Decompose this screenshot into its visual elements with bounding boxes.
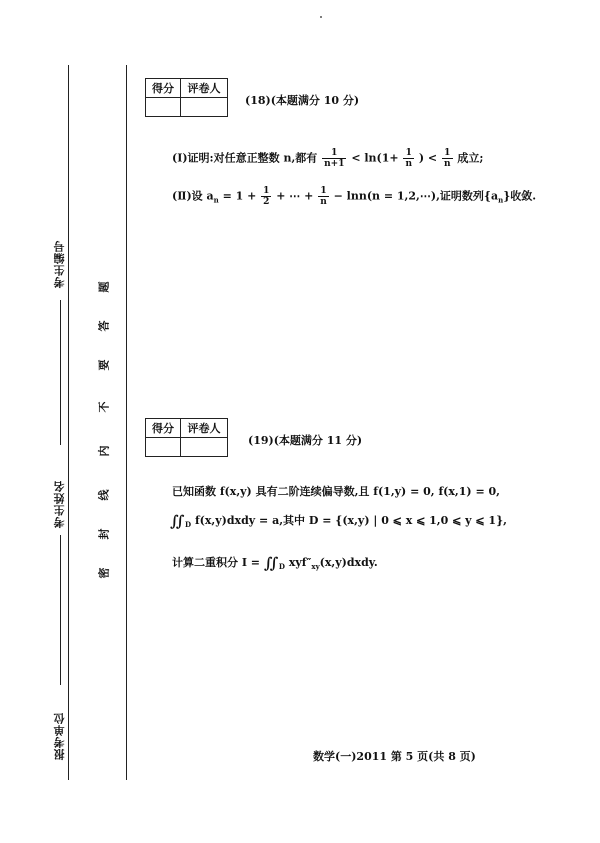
q18-part2-eq: = 1 + bbox=[218, 189, 257, 203]
q19-line1: 已知函数 f(x,y) 具有二阶连续偏导数,且 f(1,y) = 0, f(x,1) = 0, bbox=[172, 485, 500, 498]
q18-part1-suffix: 成立; bbox=[457, 151, 484, 165]
q19-score-box bbox=[145, 418, 228, 457]
q18-part2-frac2: $\frac{1}{n}$ bbox=[320, 186, 327, 207]
unit-label: 报考单位 bbox=[53, 712, 66, 760]
q19-line3-end: (x,y)dxdy. bbox=[319, 556, 378, 569]
q19-grader-label: 评卷人 bbox=[181, 419, 228, 438]
seal-char-8: 题 bbox=[97, 281, 111, 293]
seal-char-3: 线 bbox=[97, 489, 111, 501]
q19-line2-integral: ∬ bbox=[170, 512, 186, 530]
exam-number-label: 考生编号 bbox=[53, 240, 66, 288]
name-label: 考生姓名 bbox=[53, 480, 66, 528]
q18-part1 bbox=[172, 148, 483, 169]
q18-grader-cell[interactable] bbox=[181, 98, 228, 117]
binding-line-right bbox=[126, 65, 127, 780]
q19-line3-prefix: 计算二重积分 I = bbox=[172, 556, 261, 569]
q18-score-label: 得分 bbox=[146, 79, 181, 98]
scan-dot bbox=[320, 16, 322, 18]
q19-line3-text: xyf″ bbox=[288, 556, 312, 569]
seal-char-4: 内 bbox=[97, 445, 111, 457]
q18-grader-label: 评卷人 bbox=[181, 79, 228, 98]
q18-part1-prefix: (Ⅰ)证明:对任意正整数 n,都有 bbox=[172, 151, 318, 165]
q18-part2-suffix: − lnn(n = 1,2,⋯),证明数列{a bbox=[333, 189, 499, 203]
binding-line-left bbox=[68, 65, 69, 780]
q18-part2-prefix: (Ⅱ)设 a bbox=[172, 189, 214, 203]
q18-part2-end: }收敛. bbox=[503, 189, 537, 203]
q19-line3-integral: ∬ bbox=[263, 554, 279, 572]
seal-char-5: 不 bbox=[97, 401, 111, 413]
q19-line3-sub2: xy bbox=[311, 562, 320, 572]
q18-part2 bbox=[172, 186, 536, 207]
q18-part1-end-frac: $\frac{1}{n}$ bbox=[443, 148, 451, 169]
q18-part2-sub2: n bbox=[498, 195, 504, 205]
q19-header: (19)(本题满分 11 分) bbox=[248, 434, 363, 447]
q19-line2-text: f(x,y)dxdy = a,其中 D = {(x,y) | 0 ⩽ x ⩽ 1,0 ⩽ y ⩽ 1}, bbox=[194, 514, 507, 527]
seal-char-7: 答 bbox=[97, 320, 111, 332]
seal-char-1: 密 bbox=[97, 567, 111, 579]
q18-part2-dots: + ⋯ + bbox=[276, 189, 314, 203]
q18-score-cell[interactable] bbox=[146, 98, 181, 117]
q18-part1-frac: $\frac{1}{n+1}$ bbox=[324, 148, 345, 169]
q18-part2-frac1: $\frac{1}{2}$ bbox=[263, 186, 270, 207]
q18-part1-mid: < ln(1+ bbox=[351, 151, 399, 165]
q19-grader-cell[interactable] bbox=[181, 438, 228, 457]
seal-char-2: 封 bbox=[97, 528, 111, 540]
q18-part1-after: ) < bbox=[418, 151, 438, 165]
q18-score-box bbox=[145, 78, 228, 117]
q18-header: (18)(本题满分 10 分) bbox=[245, 94, 360, 107]
q19-score-label: 得分 bbox=[146, 419, 181, 438]
q19-line2 bbox=[170, 512, 507, 530]
q19-score-cell[interactable] bbox=[146, 438, 181, 457]
q18-part1-inner-frac: $\frac{1}{n}$ bbox=[405, 148, 413, 169]
exam-number-line bbox=[60, 300, 61, 445]
q19-line2-sub: D bbox=[185, 520, 192, 530]
q18-part2-sub: n bbox=[213, 195, 219, 205]
name-line bbox=[60, 535, 61, 685]
q19-line3 bbox=[172, 554, 378, 572]
page-footer: 数学(一)2011 第 5 页(共 8 页) bbox=[313, 750, 476, 763]
q19-line3-sub: D bbox=[278, 562, 285, 572]
seal-char-6: 要 bbox=[97, 359, 111, 371]
